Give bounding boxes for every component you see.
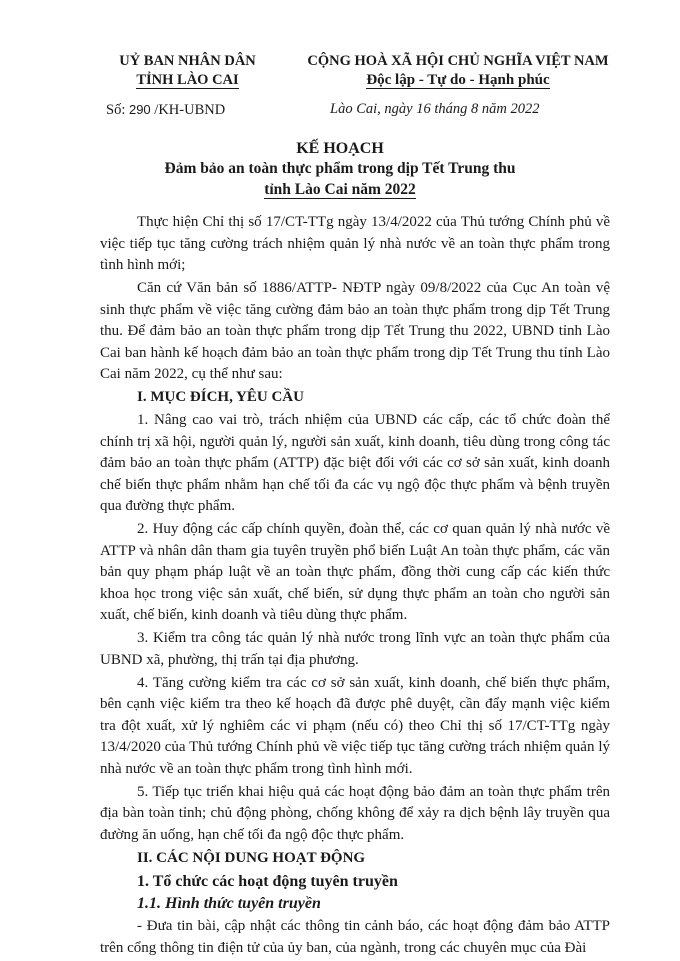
authority-line2: [100, 71, 275, 90]
date-month-year: tháng 8 năm 2022: [434, 101, 540, 117]
issue-date: [330, 100, 539, 119]
purpose-item-5: 5. Tiếp tục triển khai hiệu quả các hoạt động bảo đảm an toàn thực phẩm trên địa bàn toàn tỉnh; chủ động phòng, chống không để xảy ra dịch bệnh lây truyền qua đường ăn uống, hạn chế tối đa ngộ độc thực phẩm.: [100, 783, 610, 843]
doc-number-prefix: Số:: [106, 102, 126, 118]
motto-line: [302, 71, 614, 90]
subsection-heading-1: 1. Tổ chức các hoạt động tuyên truyền: [137, 872, 398, 890]
paragraph-communication: - Đưa tin bài, cập nhật các thông tin cảnh báo, các hoạt động đảm bảo ATTP trên cổng thông tin điện tử của ủy ban, của ngành, trong các chuyên mục của Đài: [100, 918, 610, 956]
document-number: [106, 100, 225, 120]
date-day: 16: [416, 101, 431, 117]
document-subtitle-line1: Đảm bảo an toàn thực phẩm trong dịp Tết Trung thu: [164, 160, 516, 177]
motto-text: Độc lập - Tự do - Hạnh phúc: [366, 72, 550, 88]
purpose-item-2: 2. Huy động các cấp chính quyền, đoàn thể, các cơ quan quản lý nhà nước về ATTP và nhân dân tham gia tuyên truyền phổ biến Luật An toàn thực phẩm, các văn bản quy phạm pháp luật về an toàn thực phẩm, đồng thời cung cấp các kiến thức khoa học trong việc sản xuất, chế biến, sử dụng thực phẩm an toàn cho người sản xuất, chế biến, kinh doanh và tiêu dùng thực phẩm.: [100, 521, 610, 624]
document-subtitle-line2: [0, 181, 680, 199]
document-subtitle-line2-text: tỉnh Lào Cai năm 2022: [264, 181, 416, 198]
purpose-item-1: 1. Nâng cao vai trò, trách nhiệm của UBND các cấp, các tổ chức đoàn thể chính trị xã hội, người quản lý, người sản xuất, kinh doanh, tiêu dùng trong công tác đảm bảo an toàn thực phẩm (ATTP) đặc biệt đối với các cơ sở sản xuất, kinh doanh chế biến thực phẩm nhằm hạn chế tối đa các vụ ngộ độc thực phẩm và bệnh truyền qua đường thực phẩm.: [100, 411, 610, 515]
authority-line2-text: TỈNH LÀO CAI: [136, 72, 239, 88]
national-motto: [302, 52, 614, 90]
subsection-heading-1-1: 1.1. Hình thức tuyên truyền: [137, 895, 321, 913]
document-body: [100, 212, 610, 960]
national-name: CỘNG HOÀ XÃ HỘI CHỦ NGHĨA VIỆT NAM: [307, 53, 609, 69]
document-title: KẾ HOẠCH: [296, 140, 384, 157]
doc-number-suffix: /KH-UBND: [154, 102, 226, 118]
paragraph-basis: Căn cứ Văn bản số 1886/ATTP- NĐTP ngày 09/8/2022 của Cục An toàn vệ sinh thực phẩm về việc tăng cường đảm bảo an toàn thực phẩm trong dịp Tết Trung thu. Để đảm bảo an toàn thực phẩm trong dịp Tết Trung thu 2022, UBND tỉnh Lào Cai ban hành kế hoạch đảm bảo an toàn thực phẩm trong dịp Tết Trung thu tỉnh Lào Cai năm 2022, cụ thể như sau:: [100, 279, 610, 383]
issuing-authority: [100, 52, 275, 90]
paragraph-directive: Thực hiện Chỉ thị số 17/CT-TTg ngày 13/4/2022 của Thủ tướng Chính phủ về việc tiếp tục tăng cường trách nhiệm quản lý nhà nước về an toàn thực phẩm trong tình hình mới;: [100, 214, 610, 274]
doc-number-value: 290: [128, 102, 151, 117]
purpose-item-3: 3. Kiểm tra công tác quản lý nhà nước trong lĩnh vực an toàn thực phẩm của UBND xã, phường, thị trấn tại địa phương.: [100, 630, 610, 668]
section-heading-1: I. MỤC ĐÍCH, YÊU CẦU: [137, 389, 304, 406]
purpose-item-4: 4. Tăng cường kiểm tra các cơ sở sản xuất, kinh doanh, chế biến thực phẩm, bên cạnh việc kiểm tra theo kế hoạch đã được phê duyệt, cần đẩy mạnh việc kiểm tra đột xuất, xử lý nghiêm các vi phạm (nếu có) theo Chỉ thị số 17/CT-TTg ngày 13/4/2020 của Thủ tướng Chính phủ về việc tiếp tục tăng cường trách nhiệm quản lý nhà nước về an toàn thực phẩm trong tình hình mới.: [100, 674, 610, 777]
authority-line1: UỶ BAN NHÂN DÂN: [119, 53, 256, 69]
date-prefix: Lào Cai, ngày: [330, 101, 413, 117]
section-heading-2: II. CÁC NỘI DUNG HOẠT ĐỘNG: [137, 849, 366, 866]
